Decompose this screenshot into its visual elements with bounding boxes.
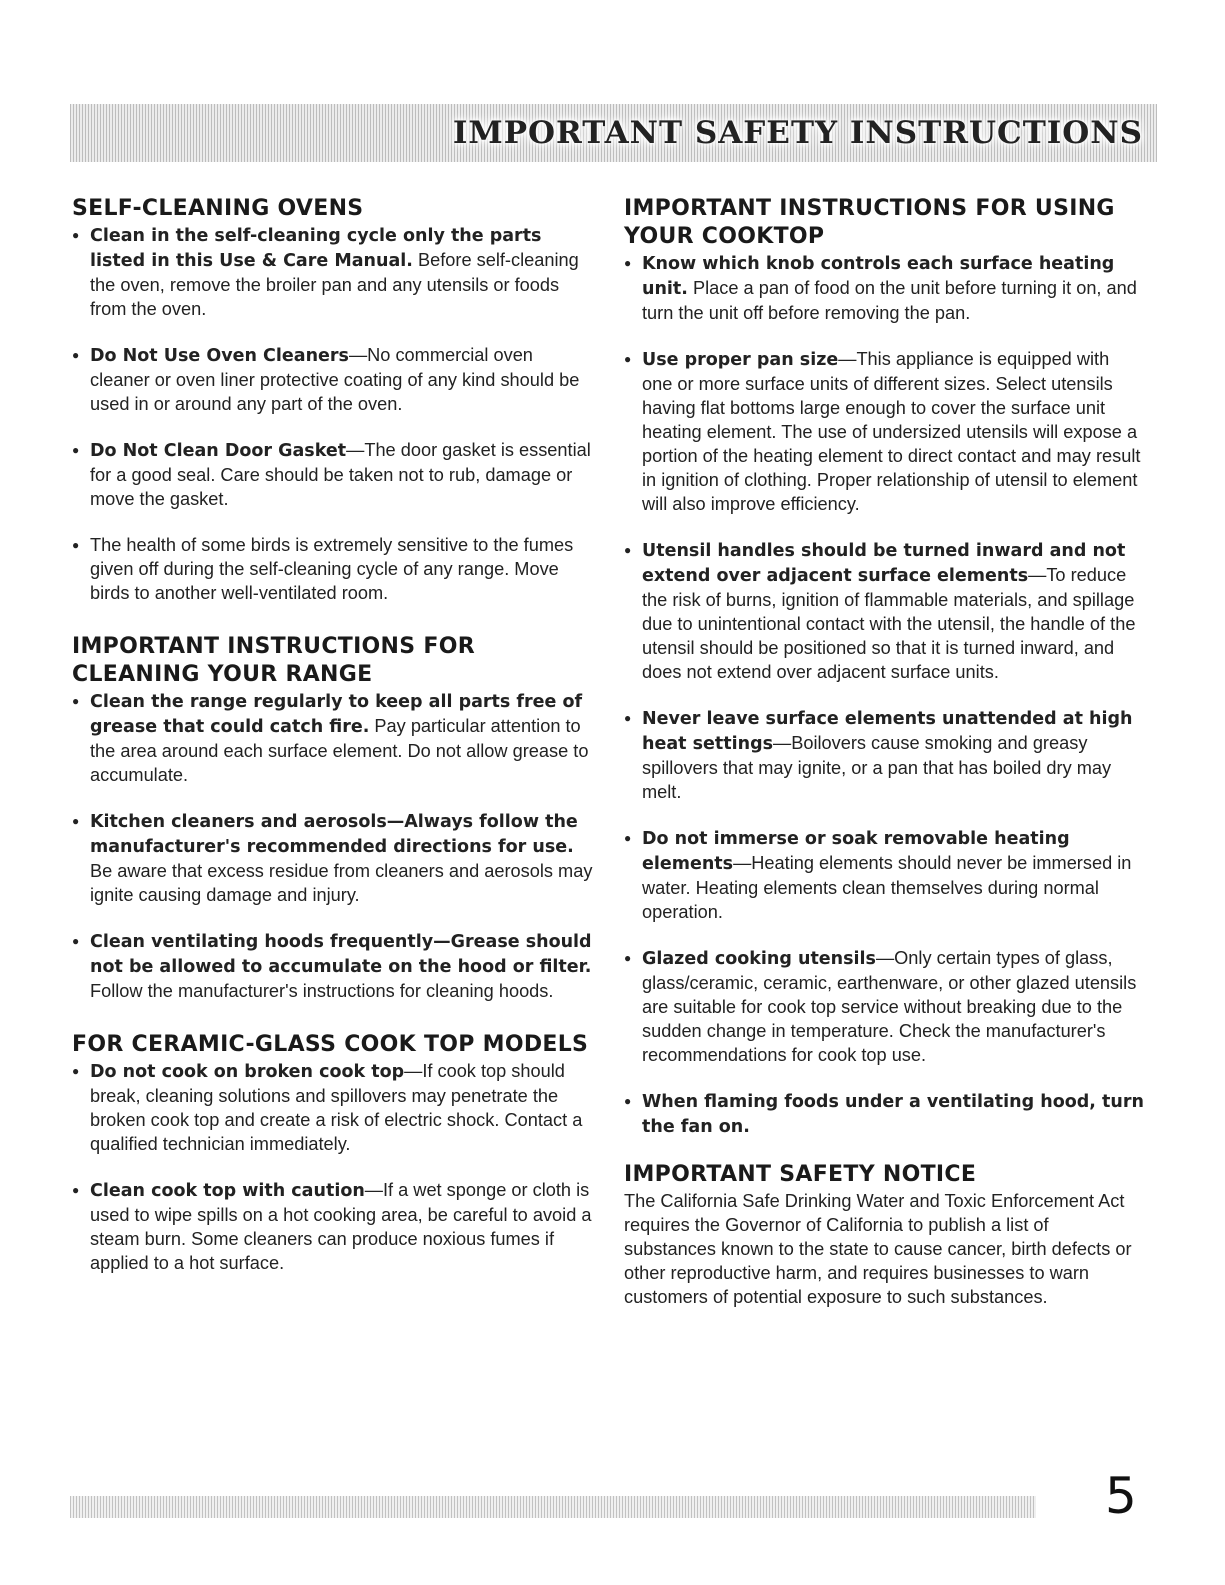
list-item: [624, 251, 1144, 325]
section-cleaning-range: [72, 633, 597, 1003]
item-lead: When flaming foods under a ventilating hood, turn the fan on.: [642, 1092, 1144, 1137]
section-title: FOR CERAMIC-GLASS COOK TOP MODELS: [72, 1032, 589, 1057]
section-safety-notice: [624, 1161, 1144, 1309]
list-item: [624, 946, 1144, 1067]
item-lead: Do Not Use Oven Cleaners: [90, 346, 349, 366]
item-lead: Utensil handles should be turned inward and not extend over adjacent surface elements: [642, 541, 1126, 586]
item-lead: Never leave surface elements unattended at high heat settings: [642, 709, 1133, 754]
page-title: IMPORTANT SAFETY INSTRUCTIONS: [452, 115, 1143, 151]
page-number: 5: [1105, 1467, 1137, 1525]
item-text: —Boilovers cause smoking and greasy spillovers that may ignite, or a pan that has boiled dry may melt.: [642, 733, 1112, 802]
item-text: Before self-cleaning the oven, remove the broiler pan and any utensils or foods from the oven.: [90, 250, 579, 319]
item-lead: Do Not Clean Door Gasket: [90, 441, 347, 461]
section-title: IMPORTANT INSTRUCTIONS FOR CLEANING YOUR RANGE: [72, 634, 475, 687]
list-item: [624, 347, 1144, 516]
item-lead: Clean in the self-cleaning cycle only the parts listed in this Use & Care Manual.: [90, 226, 542, 271]
item-lead: Do not immerse or soak removable heating elements: [642, 829, 1070, 874]
section-ceramic-glass: [72, 1031, 597, 1275]
list-item: [72, 689, 597, 787]
item-lead: Clean ventilating hoods frequently—Grease should not be allowed to accumulate on the hood or filter.: [90, 932, 592, 977]
item-text: —This appliance is equipped with one or more surface units of different sizes. Select utensils having flat bottoms large enough to cover the surface unit heating element. The use of undersized utensils will expose a portion of the heating element to direct contact and may result in ignition of clothing. Proper relationship of utensil to element will also improve efficiency.: [642, 349, 1141, 514]
list-item: [624, 538, 1144, 684]
item-text: —Only certain types of glass, glass/ceramic, ceramic, earthenware, or other glazed utensils are suitable for cook top service without breaking due to the sudden change in temperature. Check the manufacturer's recommendations for cook top use.: [642, 948, 1137, 1065]
list-item: [72, 438, 597, 511]
item-text: Follow the manufacturer's instructions for cleaning hoods.: [90, 981, 554, 1001]
item-text: —If cook top should break, cleaning solutions and spillovers may penetrate the broken cook top and create a risk of electric shock. Contact a qualified technician immediately.: [90, 1061, 583, 1154]
list-item: [624, 1089, 1144, 1139]
item-text: —The door gasket is essential for a good seal. Care should be taken not to rub, damage or move the gasket.: [90, 440, 591, 509]
list-item: [72, 343, 597, 416]
item-lead: Clean cook top with caution: [90, 1181, 365, 1201]
section-title: IMPORTANT INSTRUCTIONS FOR USING YOUR COOKTOP: [624, 196, 1115, 249]
item-text: The health of some birds is extremely sensitive to the fumes given off during the self-cleaning cycle of any range. Move birds to another well-ventilated room.: [90, 535, 574, 603]
item-text: —Heating elements should never be immersed in water. Heating elements clean themselves during normal operation.: [642, 853, 1132, 922]
list-item: [72, 929, 597, 1003]
item-text: Be aware that excess residue from cleaners and aerosols may ignite causing damage and injury.: [90, 861, 593, 905]
item-lead: Do not cook on broken cook top: [90, 1062, 405, 1082]
item-lead: Use proper pan size: [642, 350, 839, 370]
item-lead: Clean the range regularly to keep all parts free of grease that could catch fire.: [90, 692, 583, 737]
item-text: —To reduce the risk of burns, ignition of flammable materials, and spillage due to unintentional contact with the utensil, the handle of the utensil should be positioned so that it is turned inward, and does not extend over adjacent surface units.: [642, 565, 1136, 682]
header-band: [70, 104, 1157, 162]
item-text: Place a pan of food on the unit before turning it on, and turn the unit off before removing the pan.: [642, 278, 1137, 323]
footer-band: [70, 1496, 1036, 1518]
item-text: —No commercial oven cleaner or oven liner protective coating of any kind should be used in or around any part of the oven.: [90, 345, 580, 414]
item-lead: Glazed cooking utensils: [642, 949, 876, 969]
list-item: [72, 1059, 597, 1156]
right-column: [624, 195, 1144, 1309]
item-lead: Know which knob controls each surface heating unit.: [642, 254, 1115, 299]
list-item: [72, 223, 597, 321]
list-item: [72, 533, 597, 605]
item-text: —If a wet sponge or cloth is used to wipe spills on a hot cooking area, be careful to avoid a steam burn. Some cleaners can produce noxious fumes if applied to a hot surface.: [90, 1180, 592, 1273]
item-lead: Kitchen cleaners and aerosols—Always follow the manufacturer's recommended directions for use.: [90, 812, 578, 857]
list-item: [624, 826, 1144, 924]
left-column: [72, 195, 597, 1297]
section-self-cleaning-ovens: [72, 195, 597, 605]
section-using-cooktop: [624, 195, 1144, 1139]
item-text: Pay particular attention to the area around each surface element. Do not allow grease to accumulate.: [90, 716, 589, 785]
notice-text: The California Safe Drinking Water and Toxic Enforcement Act requires the Governor of California to publish a list of substances known to the state to cause cancer, birth defects or other reproductive harm, and requires businesses to warn customers of potential exposure to such substances.: [624, 1191, 1132, 1307]
list-item: [72, 1178, 597, 1275]
list-item: [72, 809, 597, 907]
section-title: SELF-CLEANING OVENS: [72, 196, 364, 221]
list-item: [624, 706, 1144, 804]
section-title: IMPORTANT SAFETY NOTICE: [624, 1162, 977, 1187]
